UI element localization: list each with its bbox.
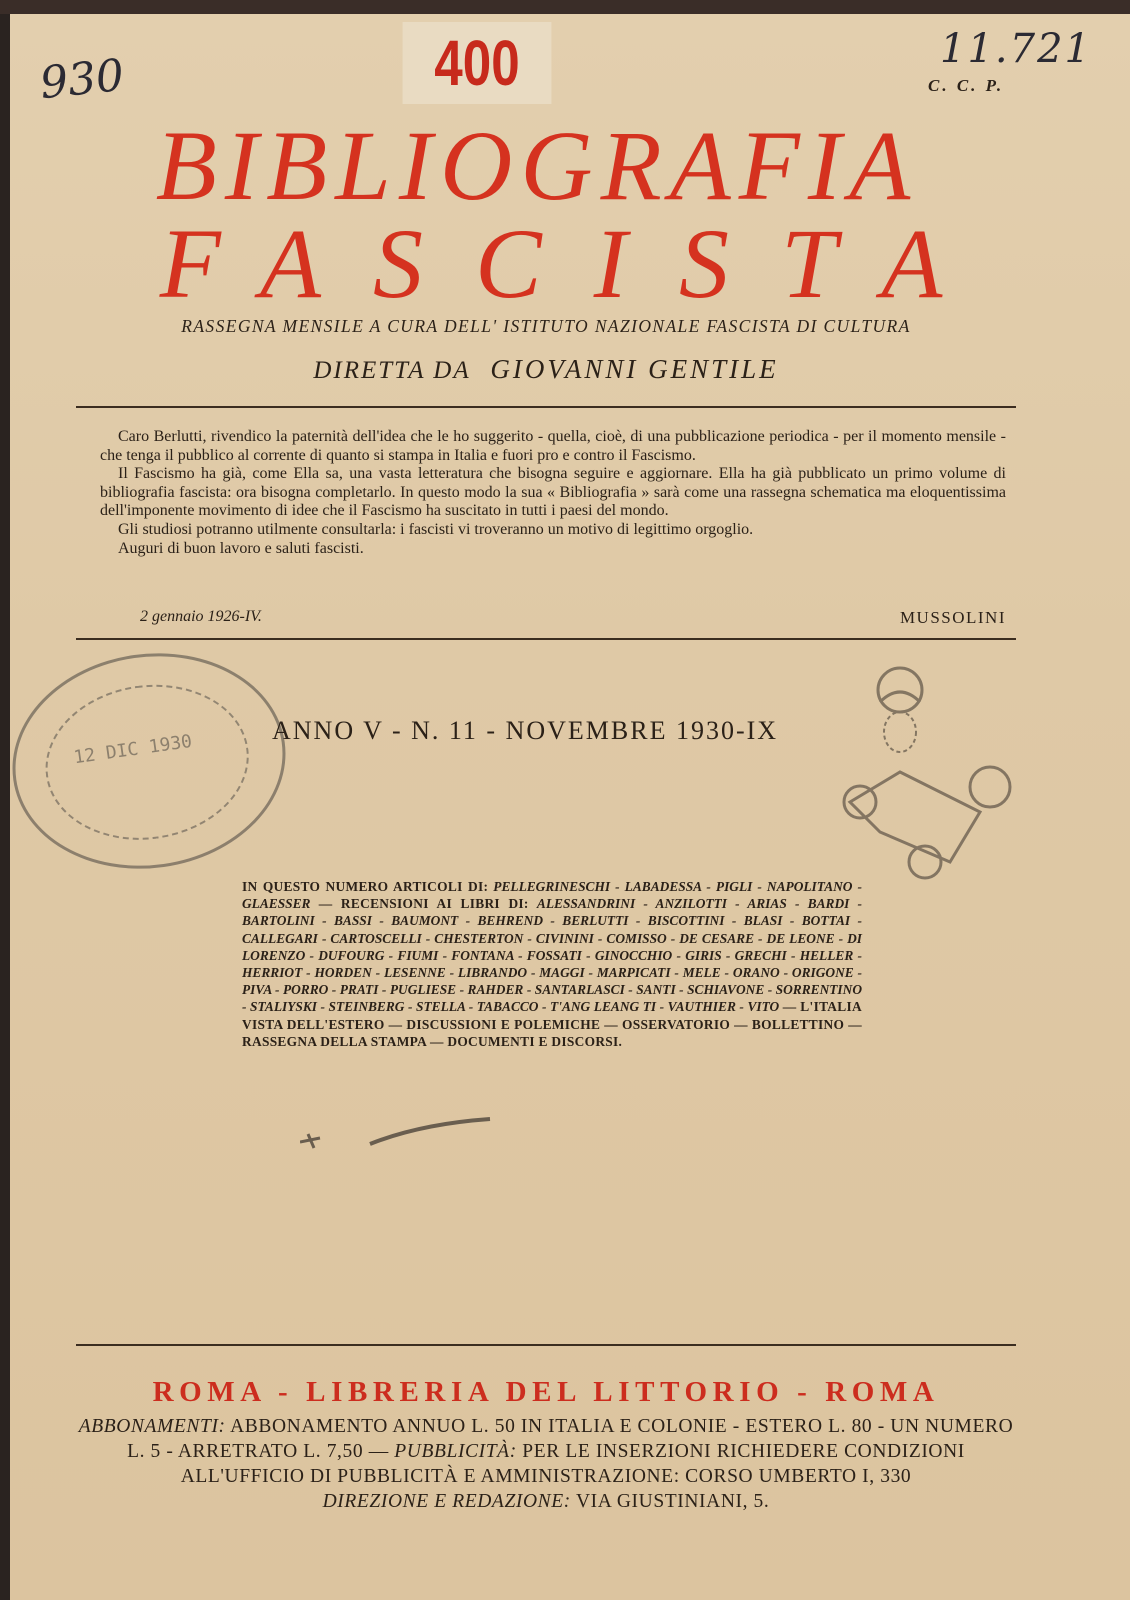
library-label-number: 400 — [434, 27, 520, 99]
masthead-director — [72, 354, 1020, 385]
ccp-mark: C. C. P. — [928, 76, 1005, 95]
letter-paragraph: Gli studiosi potranno utilmente consultarla: i fascisti vi troveranno un motivo di legittimo orgoglio. — [118, 520, 754, 538]
contents-intro: IN QUESTO NUMERO ARTICOLI DI: — [242, 879, 489, 894]
scan-top-edge — [0, 0, 1130, 14]
editorial-label: DIREZIONE E REDAZIONE: — [322, 1491, 571, 1512]
divider-top — [76, 406, 1016, 408]
publisher-line: ROMA - LIBRERIA DEL LITTORIO - ROMA — [152, 1376, 940, 1408]
library-label — [403, 22, 552, 104]
letter-paragraph: Auguri di buon lavoro e saluti fascisti. — [118, 539, 364, 557]
subscriptions-text: ABBONAMENTO ANNUO L. 50 IN ITALIA E COLONIE - ESTERO L. 80 - UN NUMERO L. 5 - ARRETRATO L. 7,50 — — [127, 1416, 1014, 1462]
letter-date: 2 gennaio 1926-IV. — [140, 608, 262, 625]
director-name: GIOVANNI GENTILE — [490, 354, 779, 384]
handwritten-annotation-left: 930 — [37, 49, 127, 110]
masthead-title-line1: BIBLIOGRAFIA — [155, 110, 919, 221]
contents-reviews-intro: — RECENSIONI AI LIBRI DI: — [318, 896, 529, 912]
director-label: DIRETTA DA — [313, 357, 471, 384]
contents-article-authors: PELLEGRINESCHI - LABADESSA - PIGLI - NAPOLITANO - GLAESSER — [242, 879, 862, 912]
letter-paragraph: Caro Berlutti, rivendico la paternità dell'idea che le ho suggerito - quella, cioè, di una pubblicazione periodica - per il momento mensile - che tenga il pubblico al corrente di quanto si stampa in Italia e fuori pro e contro il Fascismo. — [100, 428, 1006, 464]
editorial-text: VIA GIUSTINIANI, 5. — [576, 1491, 770, 1512]
mussolini-letter — [100, 428, 1006, 558]
stamp-inner-ring — [35, 672, 258, 853]
advertising-text: PER LE INSERZIONI RICHIEDERE CONDIZIONI ALL'UFFICIO DI PUBBLICITÀ E AMMINISTRAZIONE: CORSO UMBERTO I, 330 — [180, 1441, 965, 1487]
contents-review-authors: ALESSANDRINI - ANZILOTTI - ARIAS - BARDI - BARTOLINI - BASSI - BAUMONT - BEHREND - BERLUTTI - BISCOTTINI - BLASI - BOTTAI - CALLEGARI - CARTOSCELLI - CHESTERTON - CIVININI - COMISSO - DE CESARE - DE LEONE - DI LORENZO - DUFOURG - FIUMI - FONTANA - FOSSATI - GINOCCHIO - GIRIS - GRECHI - HELLER - HERRIOT - HORDEN - LESENNE - LIBRANDO - MAGGI - MARPICATI - MELE - ORANO - ORIGONE - PIVA - PORRO - PRATI - PUGLIESE - RAHDER - SANTARLASCI - SANTI - SCHIAVONE - SORRENTINO - STALIYSKI - STEINBERG - STELLA - TABACCO - T'ANG LEANG TI - VAUTHIER - VITO — [242, 896, 862, 1015]
crest-stamp-icon — [840, 662, 1020, 882]
advertising-label: PUBBLICITÀ: — [394, 1441, 517, 1462]
stamp-date: 12 DIC 1930 — [72, 730, 194, 769]
divider-middle — [76, 638, 1016, 640]
handwritten-annotation-right: 11.721 — [940, 26, 1092, 72]
subscriptions-label: ABBONAMENTI: — [78, 1416, 226, 1437]
issue-contents — [242, 878, 862, 1050]
masthead-title-line2: FASCISTA — [159, 208, 995, 319]
letter-signature: MUSSOLINI — [899, 608, 1006, 627]
masthead-subtitle: RASSEGNA MENSILE A CURA DELL' ISTITUTO NAZIONALE FASCISTA DI CULTURA — [181, 316, 911, 336]
issue-line: ANNO V - N. 11 - NOVEMBRE 1930-IX — [272, 716, 779, 745]
divider-bottom — [76, 1344, 1016, 1346]
contents-sections: — L'ITALIA VISTA DELL'ESTERO — DISCUSSIONI E POLEMICHE — OSSERVATORIO — BOLLETTINO — RASSEGNA DELLA STAMPA — DOCUMENTI E DISCORSI. — [242, 999, 862, 1049]
ink-smudge — [300, 1114, 500, 1154]
library-stamp — [0, 636, 300, 886]
footer-info — [76, 1414, 1016, 1514]
document-page — [10, 14, 1130, 1600]
letter-paragraph: Il Fascismo ha già, come Ella sa, una vasta letteratura che bisogna seguire e aggiornare. Ella ha già pubblicato un primo volume di bibliografia fascista: ora bisogna completarlo. In questo modo la sua « Bibliografia » sarà come una rassegna schematica ma eloquentissima dell'imponente movimento di idee che il Fascismo ha suscitato in tutti i paesi del mondo. — [100, 465, 1006, 520]
